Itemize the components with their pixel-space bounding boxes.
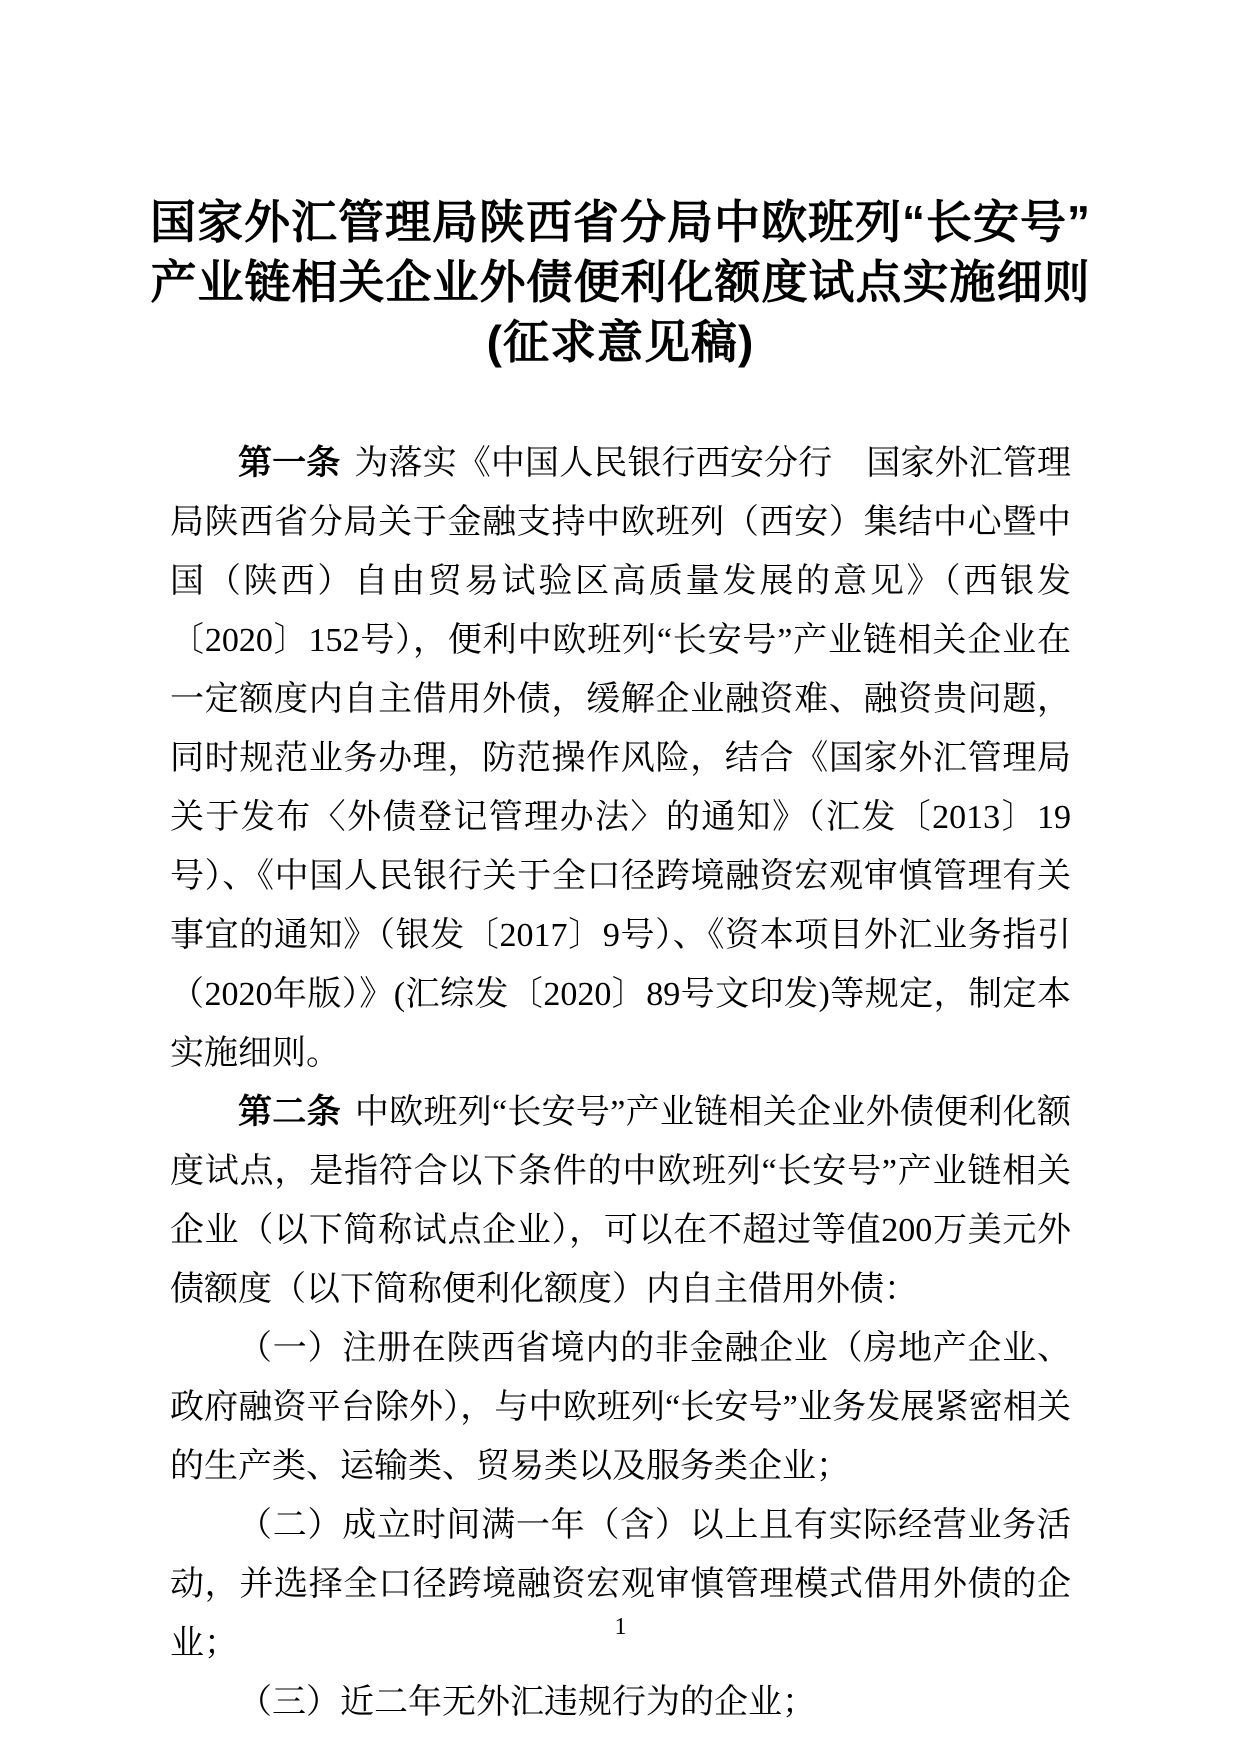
- paragraph-text: （三）近二年无外汇违规行为的企业；: [238, 1684, 816, 1721]
- document-title: [60, 192, 1181, 372]
- clause-label: 第一条: [238, 444, 341, 482]
- paragraph-text: 为落实《中国人民银行西安分行 国家外汇管理局陕西省分局关于金融支持中欧班列（西安）集结中心暨中国（陕西）自由贸易试验区高质量发展的意见》（西银发〔2020〕152号），便利中欧班列“长安号”产业链相关企业在一定额度内自主借用外债，缓解企业融资难、融资贵问题，同时规范业务办理，防范操作风险，结合《国家外汇管理局关于发布〈外债登记管理办法〉的通知》（汇发〔2013〕19号）、《中国人民银行关于全口径跨境融资宏观审慎管理有关事宜的通知》（银发〔2017〕9号）、《资本项目外汇业务指引（2020年版）》(汇综发〔2020〕89号文印发)等规定，制定本实施细则。: [170, 445, 1072, 1072]
- paragraph-text: （一）注册在陕西省境内的非金融企业（房地产企业、政府融资平台除外），与中欧班列“长安号”业务发展紧密相关的生产类、运输类、贸易类以及服务类企业；: [170, 1330, 1071, 1485]
- document-title-line-2: 产业链相关企业外债便利化额度试点实施细则: [150, 256, 1091, 308]
- paragraph-clause-1: [170, 434, 1071, 1083]
- paragraph-item-2: [170, 1496, 1071, 1673]
- document-body: [170, 434, 1071, 1732]
- paragraph-clause-2: [170, 1083, 1071, 1319]
- paragraph-text: （二）成立时间满一年（含）以上且有实际经营业务活动，并选择全口径跨境融资宏观审慎管理模式借用外债的企业；: [170, 1507, 1071, 1662]
- paragraph-item-1: [170, 1319, 1071, 1496]
- paragraph-text: 中欧班列“长安号”产业链相关企业外债便利化额度试点，是指符合以下条件的中欧班列“长安号”产业链相关企业（以下简称试点企业），可以在不超过等值200万美元外债额度（以下简称便利化额度）内自主借用外债：: [170, 1094, 1072, 1308]
- document-title-line-1: 国家外汇管理局陕西省分局中欧班列“长安号”: [150, 196, 1091, 248]
- clause-label: 第二条: [238, 1093, 341, 1131]
- paragraph-item-3: [170, 1673, 1071, 1732]
- document-title-line-3: (征求意见稿): [486, 316, 755, 368]
- page-number: 1: [614, 1614, 627, 1640]
